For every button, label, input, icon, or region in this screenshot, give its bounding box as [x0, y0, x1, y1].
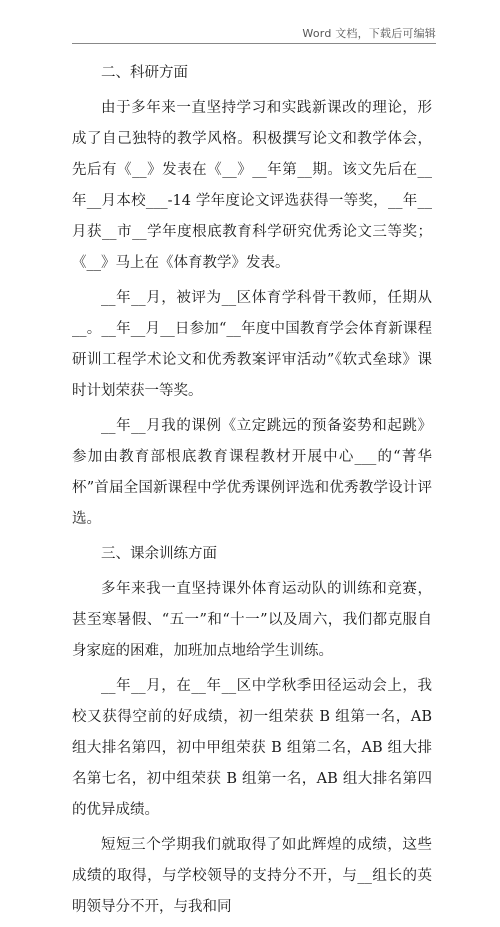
document-body	[72, 58, 432, 927]
paragraph-research-papers: 由于多年来一直坚持学习和实践新课改的理论，形成了自己独特的教学风格。积极撰写论文和教学体会，先后有《__》发表在《__》__年第__期。该文先后在__年__月本校___-14 学年度论文评选获得一等奖，__年__月获__市__学年度根底教育科学研究优秀论文三等奖；《__》马上在《体育教学》发表。	[72, 100, 432, 271]
header-watermark-text: Word 文档，下载后可编辑	[302, 27, 436, 40]
page-header	[0, 0, 500, 44]
paragraph-lesson-case: __年__月我的课例《立定跳远的预备姿势和起跳》参加由教育部根底教育课程教材开展中心___的“菁华杯”首届全国新课程中学优秀课例评选和优秀教学设计评选。	[72, 418, 432, 527]
paragraph-acknowledgement: 短短三个学期我们就取得了如此辉煌的成绩，这些成绩的取得，与学校领导的支持分不开，与__组长的英明领导分不开，与我和同	[72, 837, 432, 915]
header-rule	[72, 43, 436, 44]
section-heading-training: 三、课余训练方面	[101, 546, 217, 562]
paragraph-backbone-teacher: __年__月，被评为__区体育学科骨干教师，任期从__。__年__月__日参加“__年度中国教育学会体育新课程研训工程学术论文和优秀教案评审活动”《软式垒球》课时计划荣获一等奖。	[72, 290, 432, 399]
paragraph-track-results: __年__月，在__年__区中学秋季田径运动会上，我校又获得空前的好成绩，初一组荣获 B 组第一名，AB 组大排名第四，初中甲组荣获 B 组第二名，AB 组大排名第七名，初中组荣获 B 组第一名，AB 组大排名第四的优异成绩。	[72, 678, 432, 818]
section-heading-research: 二、科研方面	[101, 65, 188, 81]
paragraph-training-commitment: 多年来我一直坚持课外体育运动队的训练和竞赛，甚至寒暑假、“五一”和“十一”以及周六，我们都克服自身家庭的困难，加班加点地给学生训练。	[72, 581, 432, 659]
